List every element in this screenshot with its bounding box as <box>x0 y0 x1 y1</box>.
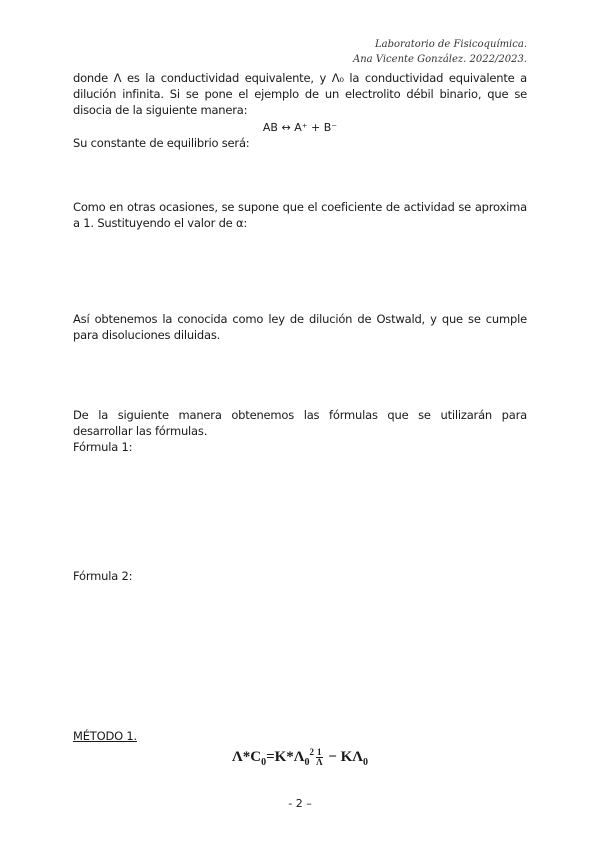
header-author: Ana Vicente González. 2022/2023. <box>353 54 527 65</box>
header-lab-title: Laboratorio de Fisicoquímica. <box>374 39 527 50</box>
method-1-heading-text: MÉTODO 1. <box>73 729 137 743</box>
paragraph-formulas-intro: De la siguiente manera obtenemos las fórmulas que se utilizarán para desarrollar las fórmulas. <box>73 408 527 438</box>
method-1-heading <box>73 728 527 744</box>
paragraph-conductivity: donde Λ es la conductividad equivalente, y Λ₀ la conductividad equivalente a dilución infinita. Si se pone el ejemplo de un electrolito débil binario, que se disocia de la siguiente manera: <box>73 71 527 117</box>
method-1-equation <box>0 747 600 768</box>
eq-frac-num: 1 <box>317 747 322 758</box>
eq-left: Λ*C <box>231 749 262 765</box>
eq-mid-sup: 2 <box>309 747 315 757</box>
eq-fraction <box>316 748 323 767</box>
eq-mid: =K*Λ <box>266 749 305 765</box>
eq-frac-den: Λ <box>316 757 323 768</box>
paragraph-activity-coefficient: Como en otras ocasiones, se supone que el coeficiente de actividad se aproxima a 1. Sustituyendo el valor de α: <box>73 200 527 230</box>
reaction-equation: AB ↔ A⁺ + B⁻ <box>262 121 338 134</box>
paragraph-equilibrium-constant: Su constante de equilibrio será: <box>73 136 250 150</box>
eq-right-sub: 0 <box>363 757 369 768</box>
eq-right: − KΛ <box>324 749 364 765</box>
formula-2-label: Fórmula 2: <box>73 569 133 583</box>
page-number: - 2 – <box>288 797 312 810</box>
paragraph-ostwald-law: Así obtenemos la conocida como ley de dilución de Ostwald, y que se cumple para disoluciones diluidas. <box>73 312 527 342</box>
page-header <box>353 37 527 67</box>
eq-left-sub: 0 <box>261 757 267 768</box>
formula-1-label: Fórmula 1: <box>73 440 133 454</box>
eq-mid-sub: 0 <box>304 757 310 768</box>
